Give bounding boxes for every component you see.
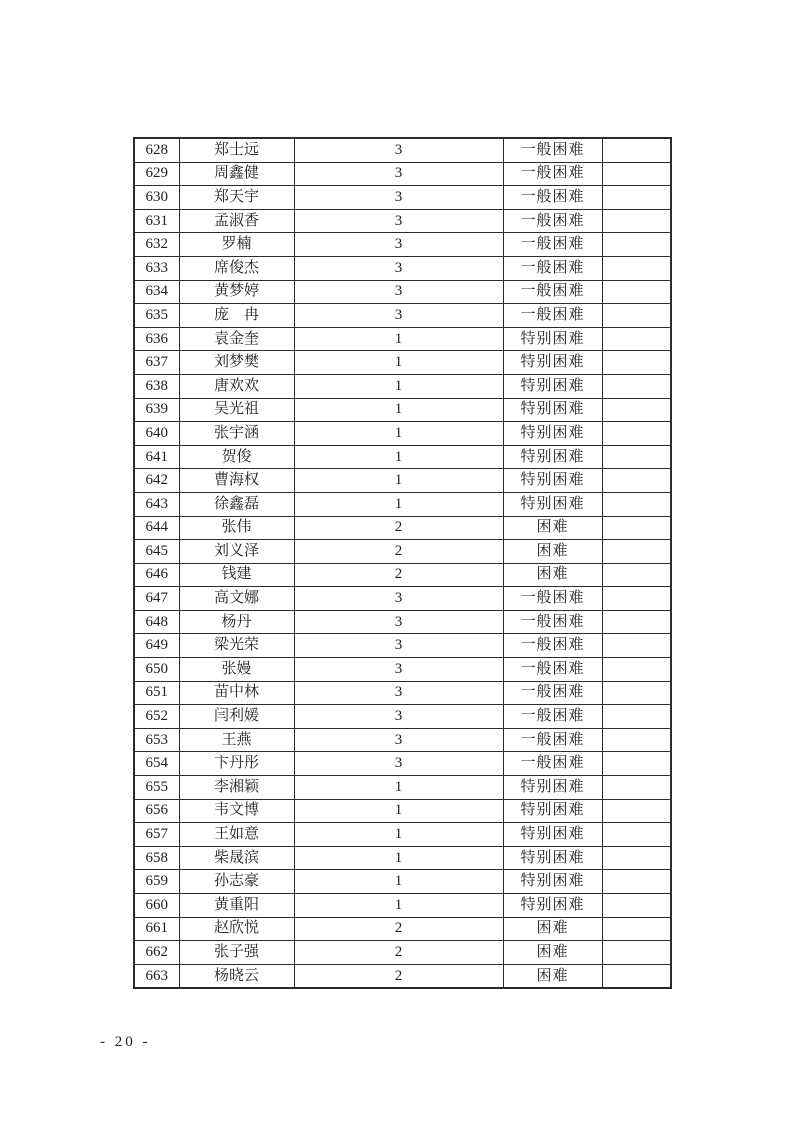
cell-note [602, 870, 671, 894]
cell-name: 黄重阳 [179, 894, 294, 918]
cell-name: 张伟 [179, 516, 294, 540]
cell-value: 3 [294, 162, 503, 186]
table-row [134, 587, 671, 611]
cell-name: 孟淑香 [179, 209, 294, 233]
table-row [134, 964, 671, 988]
cell-category: 特别困难 [503, 870, 602, 894]
cell-category: 一般困难 [503, 162, 602, 186]
table-row [134, 917, 671, 941]
cell-category: 困难 [503, 964, 602, 988]
cell-index: 654 [134, 752, 179, 776]
cell-index: 633 [134, 256, 179, 280]
cell-name: 赵欣悦 [179, 917, 294, 941]
cell-name: 王如意 [179, 823, 294, 847]
cell-value: 3 [294, 186, 503, 210]
cell-value: 1 [294, 492, 503, 516]
cell-name: 席俊杰 [179, 256, 294, 280]
cell-name: 周鑫健 [179, 162, 294, 186]
cell-value: 1 [294, 870, 503, 894]
cell-value: 3 [294, 233, 503, 257]
cell-note [602, 445, 671, 469]
cell-note [602, 634, 671, 658]
cell-note [602, 964, 671, 988]
cell-value: 1 [294, 445, 503, 469]
cell-note [602, 728, 671, 752]
cell-name: 刘义泽 [179, 540, 294, 564]
cell-note [602, 776, 671, 800]
cell-index: 649 [134, 634, 179, 658]
cell-note [602, 941, 671, 965]
table-row [134, 776, 671, 800]
cell-name: 李湘颖 [179, 776, 294, 800]
cell-category: 一般困难 [503, 186, 602, 210]
cell-category: 困难 [503, 917, 602, 941]
cell-note [602, 233, 671, 257]
table-row [134, 634, 671, 658]
table-row [134, 280, 671, 304]
cell-category: 特别困难 [503, 398, 602, 422]
cell-name: 高文娜 [179, 587, 294, 611]
cell-note [602, 327, 671, 351]
cell-name: 杨丹 [179, 610, 294, 634]
cell-value: 1 [294, 776, 503, 800]
cell-index: 657 [134, 823, 179, 847]
cell-category: 特别困难 [503, 445, 602, 469]
table-row [134, 846, 671, 870]
cell-category: 困难 [503, 941, 602, 965]
cell-index: 645 [134, 540, 179, 564]
cell-value: 3 [294, 728, 503, 752]
cell-category: 一般困难 [503, 587, 602, 611]
cell-name: 张子强 [179, 941, 294, 965]
cell-name: 王燕 [179, 728, 294, 752]
cell-name: 张嫚 [179, 658, 294, 682]
cell-value: 3 [294, 705, 503, 729]
cell-value: 3 [294, 209, 503, 233]
cell-index: 630 [134, 186, 179, 210]
cell-category: 一般困难 [503, 209, 602, 233]
table-row [134, 752, 671, 776]
cell-note [602, 374, 671, 398]
table-row [134, 681, 671, 705]
cell-note [602, 209, 671, 233]
table-row [134, 705, 671, 729]
table-body [134, 138, 671, 988]
cell-name: 梁光荣 [179, 634, 294, 658]
cell-category: 一般困难 [503, 705, 602, 729]
cell-note [602, 705, 671, 729]
cell-category: 特别困难 [503, 374, 602, 398]
cell-index: 637 [134, 351, 179, 375]
cell-index: 644 [134, 516, 179, 540]
cell-category: 一般困难 [503, 280, 602, 304]
cell-name: 苗中林 [179, 681, 294, 705]
table-row [134, 398, 671, 422]
cell-index: 634 [134, 280, 179, 304]
cell-category: 困难 [503, 540, 602, 564]
cell-value: 3 [294, 138, 503, 162]
table-row [134, 138, 671, 162]
table-row [134, 469, 671, 493]
cell-value: 2 [294, 540, 503, 564]
cell-category: 特别困难 [503, 469, 602, 493]
table-row [134, 610, 671, 634]
table-row [134, 445, 671, 469]
cell-value: 1 [294, 799, 503, 823]
cell-index: 651 [134, 681, 179, 705]
cell-note [602, 162, 671, 186]
cell-category: 一般困难 [503, 304, 602, 328]
cell-note [602, 610, 671, 634]
cell-index: 662 [134, 941, 179, 965]
cell-index: 635 [134, 304, 179, 328]
cell-note [602, 752, 671, 776]
cell-category: 一般困难 [503, 752, 602, 776]
table-row [134, 186, 671, 210]
cell-index: 628 [134, 138, 179, 162]
cell-category: 一般困难 [503, 658, 602, 682]
cell-name: 孙志豪 [179, 870, 294, 894]
cell-note [602, 563, 671, 587]
cell-note [602, 846, 671, 870]
cell-category: 一般困难 [503, 681, 602, 705]
cell-name: 钱建 [179, 563, 294, 587]
table-row [134, 422, 671, 446]
cell-index: 641 [134, 445, 179, 469]
table-row [134, 894, 671, 918]
cell-index: 646 [134, 563, 179, 587]
cell-note [602, 256, 671, 280]
cell-value: 3 [294, 280, 503, 304]
cell-name: 袁金奎 [179, 327, 294, 351]
cell-value: 1 [294, 351, 503, 375]
cell-note [602, 894, 671, 918]
cell-value: 3 [294, 587, 503, 611]
cell-index: 642 [134, 469, 179, 493]
cell-note [602, 422, 671, 446]
cell-category: 特别困难 [503, 351, 602, 375]
cell-index: 636 [134, 327, 179, 351]
cell-value: 3 [294, 256, 503, 280]
table-row [134, 658, 671, 682]
table-row [134, 799, 671, 823]
cell-name: 郑士远 [179, 138, 294, 162]
cell-name: 黄梦婷 [179, 280, 294, 304]
cell-index: 663 [134, 964, 179, 988]
cell-value: 1 [294, 422, 503, 446]
cell-index: 653 [134, 728, 179, 752]
cell-value: 1 [294, 823, 503, 847]
cell-category: 特别困难 [503, 327, 602, 351]
cell-note [602, 469, 671, 493]
cell-name: 卞丹彤 [179, 752, 294, 776]
cell-value: 1 [294, 327, 503, 351]
cell-index: 638 [134, 374, 179, 398]
cell-name: 柴晟滨 [179, 846, 294, 870]
cell-index: 643 [134, 492, 179, 516]
cell-category: 一般困难 [503, 728, 602, 752]
cell-category: 特别困难 [503, 894, 602, 918]
cell-index: 650 [134, 658, 179, 682]
cell-name: 曹海权 [179, 469, 294, 493]
cell-category: 一般困难 [503, 634, 602, 658]
cell-note [602, 492, 671, 516]
table-row [134, 823, 671, 847]
table-row [134, 516, 671, 540]
cell-name: 庞 冉 [179, 304, 294, 328]
cell-name: 贺俊 [179, 445, 294, 469]
cell-value: 1 [294, 469, 503, 493]
cell-value: 3 [294, 634, 503, 658]
cell-category: 特别困难 [503, 422, 602, 446]
cell-index: 656 [134, 799, 179, 823]
cell-index: 640 [134, 422, 179, 446]
cell-name: 张宇涵 [179, 422, 294, 446]
cell-category: 一般困难 [503, 610, 602, 634]
cell-name: 唐欢欢 [179, 374, 294, 398]
table-row [134, 209, 671, 233]
cell-name: 徐鑫磊 [179, 492, 294, 516]
cell-index: 632 [134, 233, 179, 257]
table-row [134, 540, 671, 564]
cell-category: 特别困难 [503, 492, 602, 516]
cell-note [602, 917, 671, 941]
cell-note [602, 823, 671, 847]
cell-note [602, 658, 671, 682]
cell-index: 658 [134, 846, 179, 870]
cell-name: 吴光祖 [179, 398, 294, 422]
cell-value: 2 [294, 516, 503, 540]
cell-value: 3 [294, 681, 503, 705]
table-row [134, 233, 671, 257]
cell-index: 648 [134, 610, 179, 634]
cell-note [602, 799, 671, 823]
cell-category: 一般困难 [503, 256, 602, 280]
cell-index: 652 [134, 705, 179, 729]
table-row [134, 728, 671, 752]
cell-index: 655 [134, 776, 179, 800]
cell-category: 困难 [503, 516, 602, 540]
cell-category: 特别困难 [503, 799, 602, 823]
table-row [134, 563, 671, 587]
cell-value: 1 [294, 894, 503, 918]
table-row [134, 351, 671, 375]
cell-index: 631 [134, 209, 179, 233]
table-row [134, 492, 671, 516]
cell-category: 困难 [503, 563, 602, 587]
cell-value: 3 [294, 752, 503, 776]
cell-value: 1 [294, 846, 503, 870]
roster-table [133, 137, 672, 989]
cell-category: 特别困难 [503, 776, 602, 800]
cell-value: 2 [294, 563, 503, 587]
cell-note [602, 186, 671, 210]
table-row [134, 256, 671, 280]
cell-note [602, 138, 671, 162]
cell-category: 一般困难 [503, 233, 602, 257]
cell-value: 3 [294, 304, 503, 328]
cell-note [602, 516, 671, 540]
cell-value: 2 [294, 941, 503, 965]
cell-index: 629 [134, 162, 179, 186]
cell-index: 660 [134, 894, 179, 918]
cell-index: 661 [134, 917, 179, 941]
cell-category: 一般困难 [503, 138, 602, 162]
table-row [134, 304, 671, 328]
cell-category: 特别困难 [503, 823, 602, 847]
cell-note [602, 540, 671, 564]
table-row [134, 162, 671, 186]
cell-note [602, 398, 671, 422]
cell-name: 杨晓云 [179, 964, 294, 988]
table-row [134, 941, 671, 965]
cell-index: 647 [134, 587, 179, 611]
table-row [134, 870, 671, 894]
cell-index: 659 [134, 870, 179, 894]
cell-index: 639 [134, 398, 179, 422]
cell-category: 特别困难 [503, 846, 602, 870]
cell-name: 闫利媛 [179, 705, 294, 729]
table-row [134, 374, 671, 398]
cell-note [602, 351, 671, 375]
page-number: - 20 - [100, 1034, 151, 1050]
cell-note [602, 304, 671, 328]
table-row [134, 327, 671, 351]
cell-value: 1 [294, 398, 503, 422]
cell-value: 1 [294, 374, 503, 398]
cell-value: 2 [294, 964, 503, 988]
cell-note [602, 681, 671, 705]
cell-value: 2 [294, 917, 503, 941]
cell-note [602, 587, 671, 611]
cell-value: 3 [294, 658, 503, 682]
cell-name: 韦文博 [179, 799, 294, 823]
cell-note [602, 280, 671, 304]
cell-name: 刘梦樊 [179, 351, 294, 375]
cell-name: 郑天宇 [179, 186, 294, 210]
cell-value: 3 [294, 610, 503, 634]
cell-name: 罗楠 [179, 233, 294, 257]
